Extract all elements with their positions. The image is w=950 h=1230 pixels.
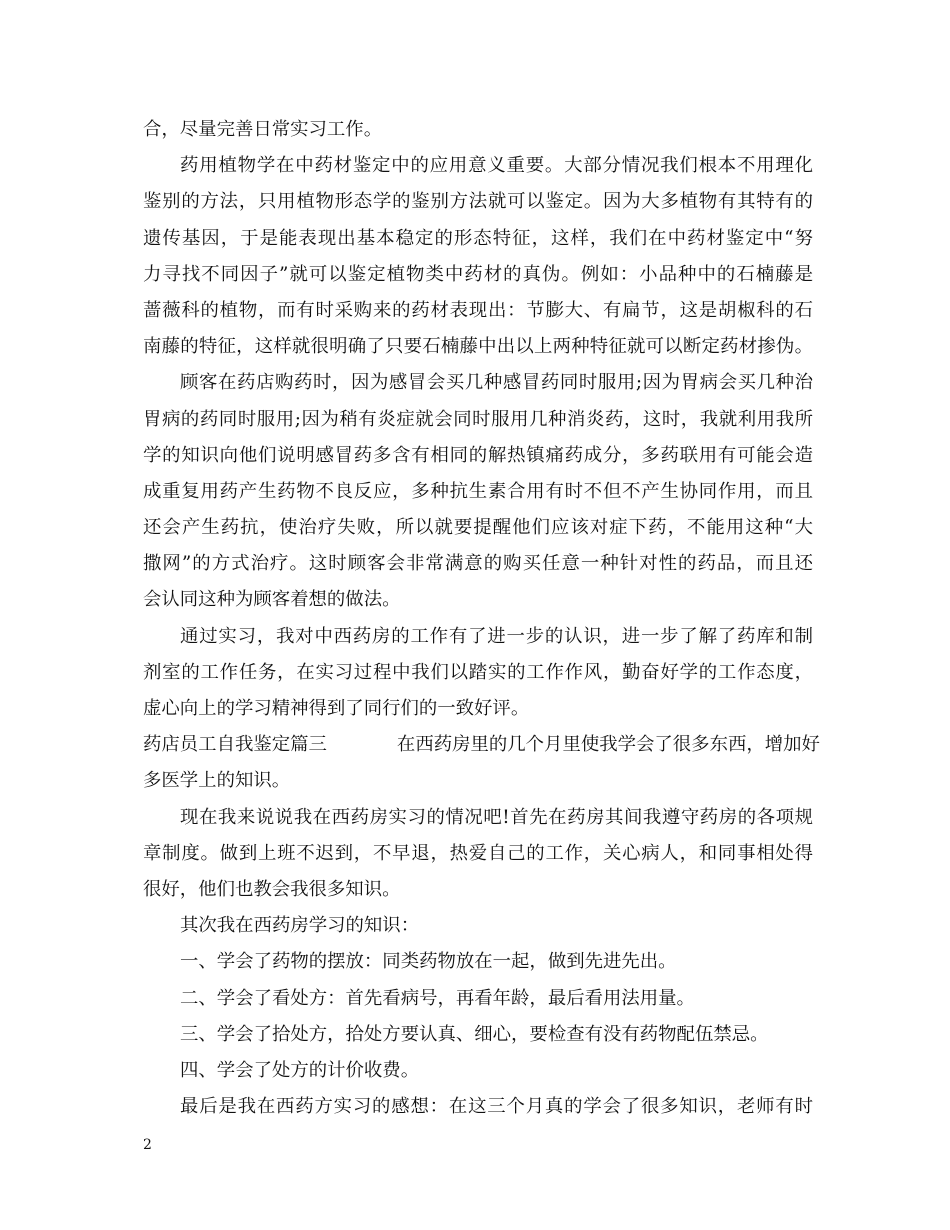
text-line: 鉴别的方法，只用植物形态学的鉴别方法就可以鉴定。因为大多植物有其特有的	[143, 191, 813, 213]
text-line: 虚心向上的学习精神得到了同行们的一致好评。	[143, 698, 530, 719]
section-heading-row	[143, 727, 820, 763]
text-line: 学的知识向他们说明感冒药多含有相同的解热镇痛药成分，多药联用有可能会造	[143, 444, 813, 466]
text-line: 药用植物学在中药材鉴定中的应用意义重要。大部分情况我们根本不用理化	[180, 155, 813, 177]
text-line: 通过实习，我对中西药房的工作有了进一步的认识，进一步了解了药库和制	[180, 625, 813, 647]
page-number: 2	[143, 1137, 152, 1153]
text-line: 还会产生药抗，使治疗失败，所以就要提醒他们应该对症下药，不能用这种“大	[143, 517, 813, 539]
text-line: 会认同这种为顾客着想的做法。	[143, 589, 401, 611]
section-first-line: 在西药房里的几个月里使我学会了很多东西，增加好	[396, 734, 820, 756]
text-line: 蔷薇科的植物，而有时采购来的药材表现出：节膨大、有扁节，这是胡椒科的石	[143, 299, 813, 321]
paragraph-block-2	[143, 763, 813, 1125]
text-line: 剂室的工作任务，在实习过程中我们以踏实的工作作风，勤奋好学的工作态度，	[143, 661, 813, 683]
text-line: 现在我来说说我在西药房实习的情况吧!首先在药房其间我遵守药房的各项规	[180, 806, 813, 828]
text-line: 力寻找不同因子”就可以鉴定植物类中药材的真伪。例如：小品种中的石楠藤是	[143, 263, 813, 285]
section-title: 药店员工自我鉴定篇三	[143, 734, 327, 756]
paragraph-block-1	[143, 112, 813, 727]
text-line: 多医学上的知识。	[143, 770, 291, 792]
text-line: 合，尽量完善日常实习工作。	[143, 119, 383, 140]
text-line: 成重复用药产生药物不良反应，多种抗生素合用有时不但不产生协同作用，而且	[143, 480, 813, 502]
text-line: 其次我在西药房学习的知识：	[180, 915, 420, 937]
body-text	[143, 112, 820, 1125]
text-line: 章制度。做到上班不迟到，不早退，热爱自己的工作，关心病人，和同事相处得	[143, 842, 813, 864]
text-line: 三、学会了拾处方，拾处方要认真、细心，要检查有没有药物配伍禁忌。	[180, 1023, 769, 1045]
text-line: 最后是我在西药方实习的感想：在这三个月真的学会了很多知识，老师有时	[180, 1096, 813, 1118]
text-line: 遗传基因，于是能表现出基本稳定的形态特征，这样，我们在中药材鉴定中“努	[143, 227, 813, 249]
text-line: 二、学会了看处方：首先看病号，再看年龄，最后看用法用量。	[180, 987, 695, 1009]
text-line: 胃病的药同时服用;因为稍有炎症就会同时服用几种消炎药，这时，我就利用我所	[143, 408, 813, 430]
text-line: 一、学会了药物的摆放：同类药物放在一起，做到先进先出。	[180, 951, 677, 973]
text-line: 很好，他们也教会我很多知识。	[143, 878, 401, 900]
text-line: 顾客在药店购药时，因为感冒会买几种感冒药同时服用;因为胃病会买几种治	[180, 372, 813, 394]
text-line: 撒网”的方式治疗。这时顾客会非常满意的购买任意一种针对性的药品，而且还	[143, 553, 813, 575]
text-line: 南藤的特征，这样就很明确了只要石楠藤中出以上两种特征就可以断定药材掺伪。	[143, 336, 813, 358]
text-line: 四、学会了处方的计价收费。	[180, 1059, 420, 1081]
